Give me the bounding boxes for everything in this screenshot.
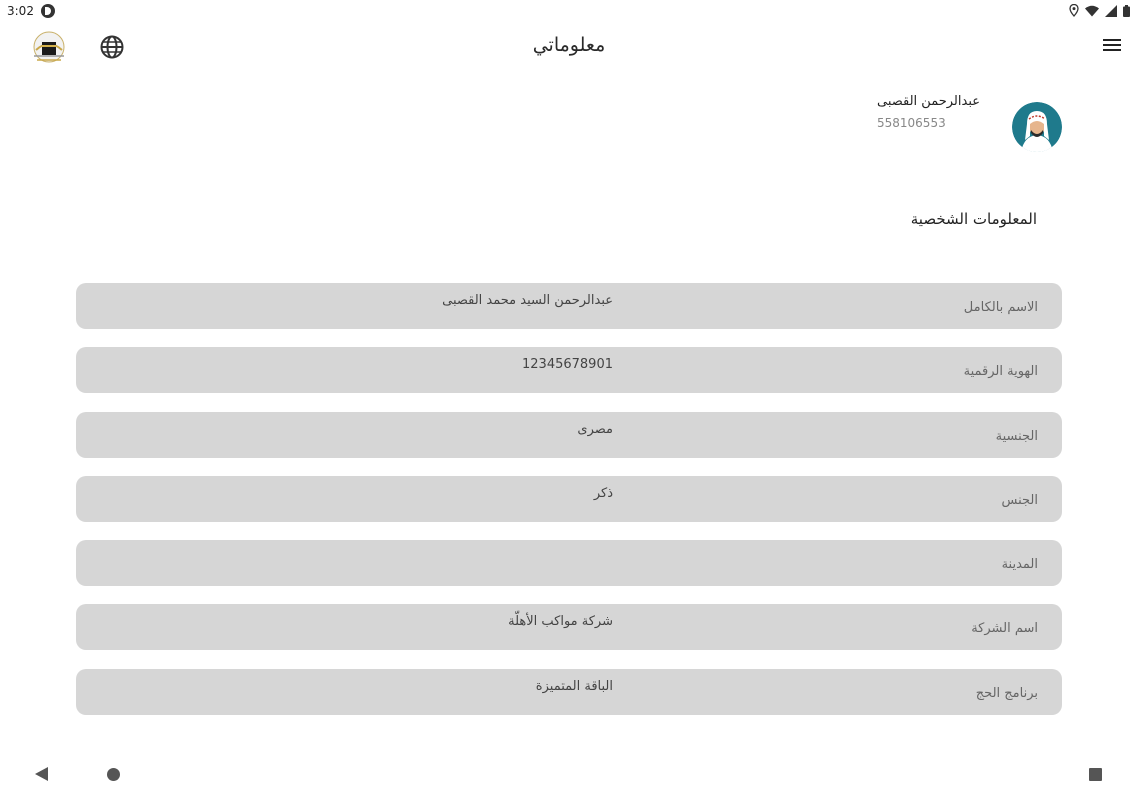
page-title: معلوماتي (532, 34, 606, 56)
field-label: المدينة (1001, 557, 1038, 573)
home-icon[interactable] (107, 768, 120, 781)
status-time: 3:02 (7, 4, 34, 18)
profile-phone: 558106553 (877, 116, 946, 130)
field-nationality[interactable] (76, 412, 1062, 458)
recents-icon[interactable] (1089, 768, 1102, 781)
field-hajj-program[interactable] (76, 669, 1062, 715)
field-label: الهوية الرقمية (963, 364, 1038, 380)
field-value: 12345678901 (522, 357, 613, 373)
field-label: اسم الشركة (971, 621, 1038, 637)
status-icons (1069, 4, 1130, 17)
field-value: مصرى (577, 421, 613, 437)
section-title: المعلومات الشخصية (910, 210, 1037, 228)
location-icon (1069, 4, 1079, 17)
avatar (1012, 102, 1062, 152)
app-bar (0, 24, 1138, 70)
back-icon[interactable] (35, 767, 48, 781)
notification-app-icon (41, 4, 55, 18)
field-digital-id[interactable] (76, 347, 1062, 393)
wifi-icon (1085, 5, 1099, 17)
signal-icon (1105, 5, 1117, 17)
field-gender[interactable] (76, 476, 1062, 522)
profile-name: عبدالرحمن القصبى (876, 94, 980, 109)
field-value: الباقة المتميزة (535, 678, 613, 694)
field-value: شركة مواكب الأهلّة (508, 614, 613, 630)
status-bar (0, 0, 1138, 22)
field-company-name[interactable] (76, 604, 1062, 650)
system-nav-bar (0, 750, 1138, 800)
field-value: عبدالرحمن السيد محمد القصبى (442, 293, 613, 308)
menu-icon[interactable] (1101, 36, 1123, 58)
profile-header (0, 92, 1138, 162)
field-full-name[interactable] (76, 283, 1062, 329)
field-label: برنامج الحج (975, 685, 1038, 701)
field-label: الاسم بالكامل (963, 300, 1038, 315)
field-value: ذكر (593, 485, 613, 501)
field-label: الجنسية (995, 428, 1038, 444)
field-label: الجنس (1001, 492, 1038, 508)
personal-info-list (76, 283, 1062, 733)
battery-icon (1123, 5, 1130, 17)
field-city[interactable] (76, 540, 1062, 586)
